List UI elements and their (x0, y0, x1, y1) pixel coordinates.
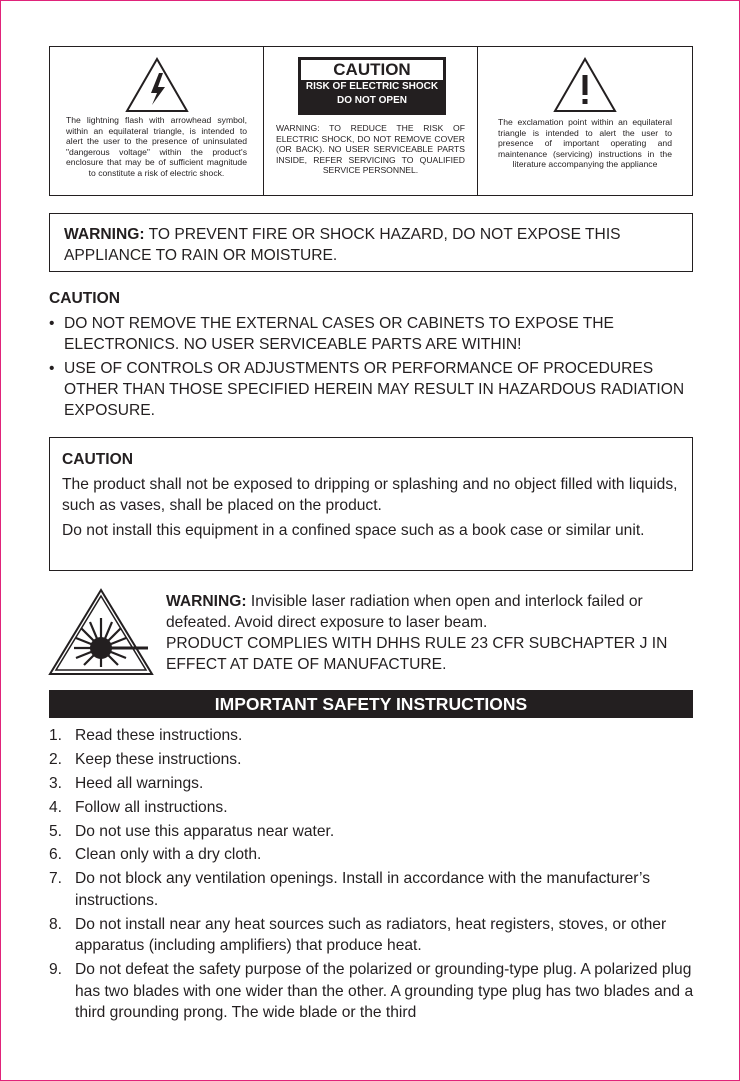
list-item: 1. Read these instructions. (49, 727, 243, 744)
list-item: 2. Keep these instructions. (49, 750, 242, 768)
caution-label-title: CAUTION (301, 60, 443, 80)
list-item: 6. Clean only with a dry cloth. (49, 846, 262, 864)
caution-label-cell (264, 47, 478, 195)
list-item: 8. Do not install near any heat sources such as radiators, heat registers, stoves, or other apparatus (including amplifiers) that produce heat. (49, 915, 667, 955)
warning-label: WARNING: (64, 226, 145, 243)
caution-heading: CAUTION (49, 290, 121, 307)
caution-box-para2: Do not install this equipment in a confined space such as a book case or similar unit. (62, 522, 645, 539)
laser-warning: WARNING: Invisible laser radiation when open and interlock failed or defeated. Avoid direct exposure to laser beam. (166, 593, 643, 631)
shock-warning-text: WARNING: TO REDUCE THE RISK OF ELECTRIC SHOCK, DO NOT REMOVE COVER (OR BACK). NO USER SERVICEABLE PARTS INSIDE, REFER SERVICING TO QUALIFIED SERVICE PERSONNEL. (276, 123, 465, 176)
list-item: 5. Do not use this apparatus near water. (49, 822, 335, 840)
moisture-warning-box (49, 213, 693, 272)
caution-label (298, 57, 446, 115)
exclamation-description: The exclamation point within an equilateral triangle is intended to alert the user to presence of important operating and maintenance (servicing) instructions in the literature accompanying the appliance (498, 117, 672, 170)
safety-instructions-list (49, 725, 699, 1026)
caution-label-line2: DO NOT OPEN (336, 95, 407, 106)
list-item: 4. Follow all instructions. (49, 798, 228, 816)
bullet-icon: • (49, 315, 55, 332)
dhhs-compliance: PRODUCT COMPLIES WITH DHHS RULE 23 CFR SUBCHAPTER J IN EFFECT AT DATE OF MANUFACTURE. (166, 635, 668, 673)
warning-text: TO PREVENT FIRE OR SHOCK HAZARD, DO NOT EXPOSE THIS APPLIANCE TO RAIN OR MOISTURE. (64, 226, 621, 264)
caution-label-line1: RISK OF ELECTRIC SHOCK (305, 81, 439, 92)
list-item: 3. Heed all warnings. (49, 774, 204, 792)
caution-box-title: CAUTION (62, 451, 134, 468)
laser-radiation-icon (48, 588, 154, 676)
caution-bullet-item: • USE OF CONTROLS OR ADJUSTMENTS OR PERFORMANCE OF PROCEDURES OTHER THAN THOSE SPECIFIED HEREIN MAY RESULT IN HAZARDOUS RADIATION EXPOSURE. (49, 360, 685, 419)
list-item: 9. Do not defeat the safety purpose of the polarized or grounding-type plug. A polarized plug has two blades with one wider than the other. A grounding type plug has two blades and a third grounding prong. The wide blade or the third (49, 961, 694, 1022)
lightning-description: The lightning flash with arrowhead symbol, within an equilateral triangle, is intended to alert the user to the presence of uninsulated "dangerous voltage" within the product's enclosure that may be of sufficient magnitude to constitute a risk of electric shock. (66, 115, 247, 178)
caution-bullet-item: • DO NOT REMOVE THE EXTERNAL CASES OR CABINETS TO EXPOSE THE ELECTRONICS. NO USER SERVICEABLE PARTS ARE WITHIN! (49, 315, 614, 353)
lightning-triangle-icon (125, 57, 189, 113)
caution-box-para1: The product shall not be exposed to dripping or splashing and no object filled with liquids, such as vases, shall be placed on the product. (62, 476, 678, 514)
symbol-explanation-panel (49, 46, 693, 196)
list-item: 7. Do not block any ventilation openings. Install in accordance with the manufacturer’s instructions. (49, 870, 650, 909)
bullet-icon: • (49, 360, 55, 377)
safety-instructions-banner: IMPORTANT SAFETY INSTRUCTIONS (49, 690, 693, 718)
exclamation-cell (478, 47, 692, 195)
laser-warning-label: WARNING: (166, 593, 247, 610)
laser-warning-text (166, 591, 696, 675)
lightning-cell (50, 47, 264, 195)
exclamation-triangle-icon (553, 57, 617, 113)
liquid-caution-box (49, 437, 693, 571)
caution-bullet-list (49, 313, 699, 424)
